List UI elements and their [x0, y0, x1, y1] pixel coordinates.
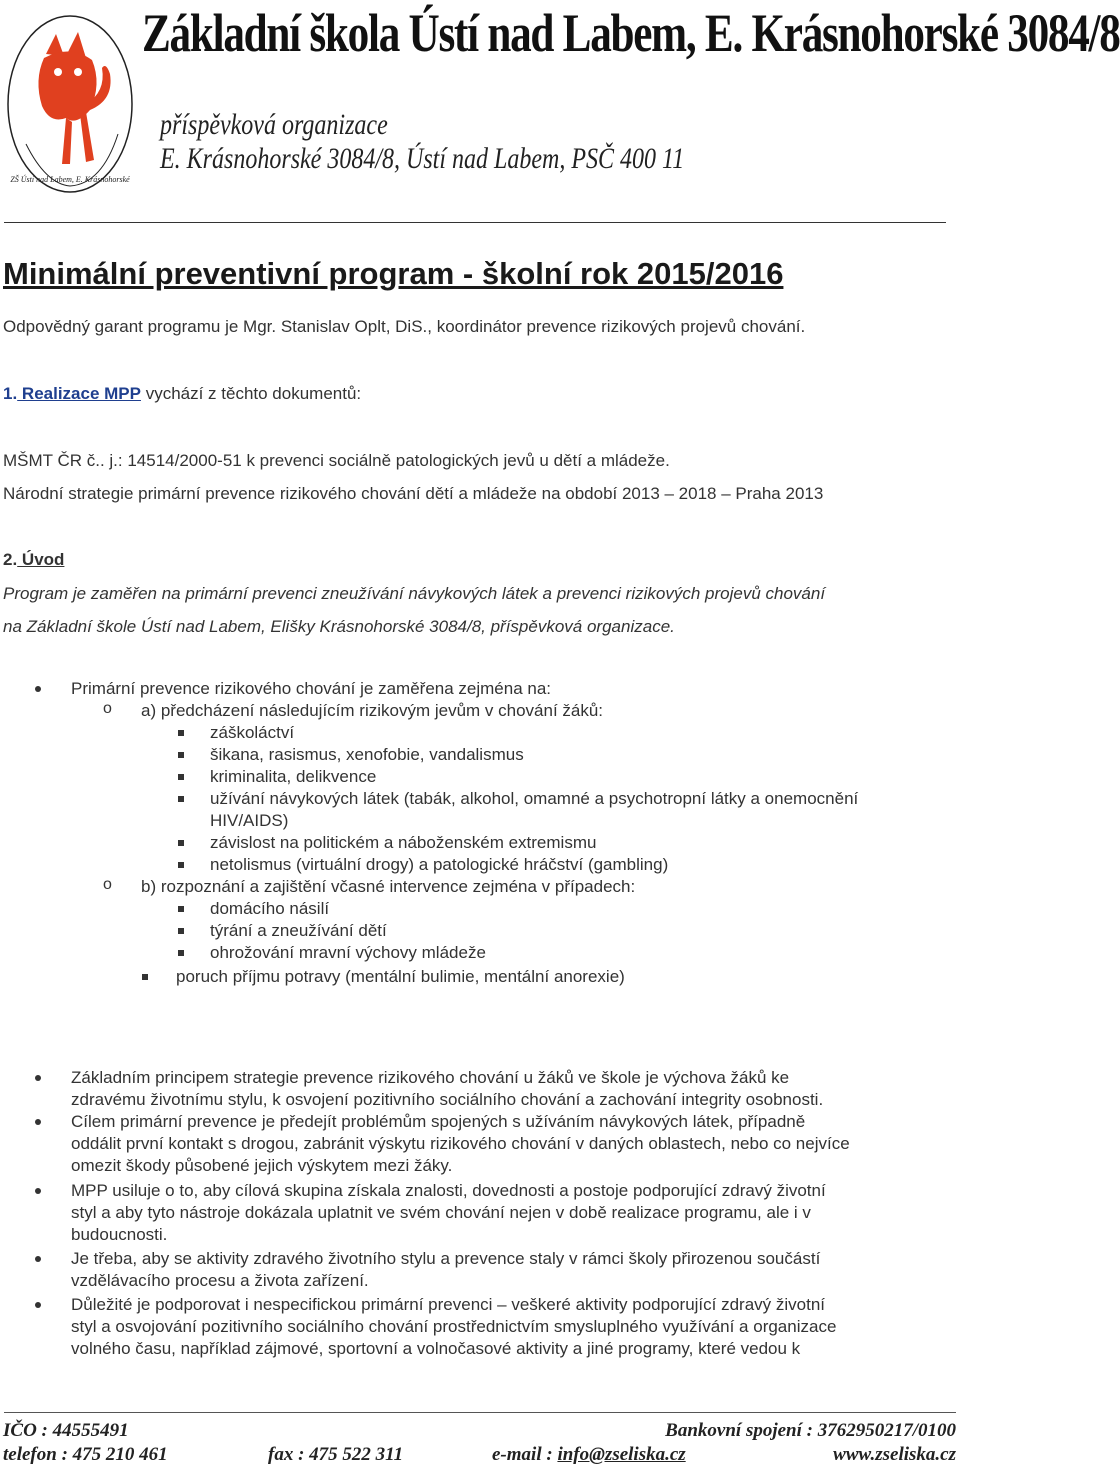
square-bullet-icon	[142, 974, 148, 980]
focus-lead: Primární prevence rizikového chování je zaměřena zejména na:	[71, 679, 552, 698]
focus-a-item: závislost na politickém a náboženském extremismu	[210, 833, 597, 852]
section2-heading	[3, 549, 64, 571]
intro-line-2: na Základní škole Ústí nad Labem, Elišky Krásnohorské 3084/8, příspěvková organizace.	[3, 617, 675, 636]
square-bullet-icon	[178, 730, 184, 736]
intro-line-1: Program je zaměřen na primární prevenci zneužívání návykových látek a prevenci rizikových projevů chování	[3, 584, 826, 603]
section1-heading	[3, 383, 361, 405]
focus-b-item: domácího násilí	[210, 899, 330, 918]
guarantor-text: Odpovědný garant programu je Mgr. Stanislav Oplt, DiS., koordinátor prevence rizikových projevů chování.	[3, 317, 806, 336]
focus-a-label: a) předcházení následujícím rizikovým jevům v chování žáků:	[141, 701, 604, 720]
school-logo	[6, 14, 134, 194]
school-name: Základní škola Ústí nad Labem, E. Krásnohorské 3084/8	[142, 3, 1120, 63]
square-bullet-icon	[178, 862, 184, 868]
focus-a-item: záškoláctví	[210, 723, 295, 742]
section1-title-rest: vychází z těchto dokumentů:	[140, 384, 362, 403]
focus-a-item: kriminalita, delikvence	[210, 767, 377, 786]
footer-ico: IČO : 44555491	[3, 1420, 129, 1441]
focus-a-item: užívání návykových látek (tabák, alkohol, omamné a psychotropní látky a onemocnění	[210, 789, 859, 808]
principle-item: Základním principem strategie prevence rizikového chování u žáků ve škole je výchova žáků ke zdravému životnímu stylu, k osvojení pozitivního sociálního chování a zachování integrity osobnosti.	[71, 1068, 824, 1109]
square-bullet-icon	[178, 840, 184, 846]
bullet-icon	[35, 1302, 41, 1308]
footer-bank: Bankovní spojení : 3762950217/0100	[665, 1420, 956, 1441]
focus-extra-item: poruch příjmu potravy (mentální bulimie, mentální anorexie)	[176, 967, 625, 986]
focus-b-label: b) rozpoznání a zajištění včasné intervence zejména v případech:	[141, 877, 636, 896]
header-divider	[4, 222, 946, 223]
circle-bullet-icon: o	[103, 876, 112, 893]
section1-number: 1.	[3, 384, 18, 403]
principle-item: Cílem primární prevence je předejít problémům spojených s užíváním návykových látek, případně oddálit první kontakt s drogou, zabránit výskytu rizikového chování v daných oblastech, nebo co nejvíce omezit škody působené jejich výskytem mezi žáky.	[71, 1112, 850, 1175]
bullet-icon	[35, 1256, 41, 1262]
footer-email-label: e-mail :	[492, 1444, 558, 1465]
square-bullet-icon	[178, 752, 184, 758]
square-bullet-icon	[178, 774, 184, 780]
focus-b-item: ohrožování mravní výchovy mládeže	[210, 943, 486, 962]
footer-email-row	[492, 1444, 686, 1466]
footer-phone: telefon : 475 210 461	[3, 1444, 168, 1465]
section1-title: Realizace MPP	[17, 384, 141, 403]
school-address: E. Krásnohorské 3084/8, Ústí nad Labem, PSČ 400 11	[160, 142, 685, 175]
focus-a-item-continued: HIV/AIDS)	[210, 811, 289, 830]
principle-item: Důležité je podporovat i nespecifickou primární prevenci – veškeré aktivity podporující zdravý životní styl a osvojování pozitivního sociálního chování prostřednictvím smysluplného využívání a organizace volného času, například zájmové, sportovní a volnočasové aktivity a jiné programy, které vedou k	[71, 1295, 837, 1358]
section2-title: Úvod	[17, 550, 65, 569]
square-bullet-icon	[178, 796, 184, 802]
organization-type: příspěvková organizace	[160, 108, 388, 141]
focus-a-item: šikana, rasismus, xenofobie, vandalismus	[210, 745, 524, 764]
focus-a-item: netolismus (virtuální drogy) a patologické hráčství (gambling)	[210, 855, 669, 874]
principle-item: Je třeba, aby se aktivity zdravého životního stylu a prevence staly v rámci školy přirozenou součástí vzdělávacího procesu a života zařízení.	[71, 1249, 821, 1290]
principle-item: MPP usiluje o to, aby cílová skupina získala znalosti, dovednosti a postoje podporující zdravý životní styl a aby tyto nástroje dokázala uplatnit ve svém chování nejen v době realizace programu, ale i v budoucnosti.	[71, 1181, 826, 1244]
footer-website[interactable]: www.zseliska.cz	[833, 1444, 956, 1465]
footer-divider	[4, 1412, 956, 1413]
document-title: Minimální preventivní program - školní rok 2015/2016	[3, 256, 784, 291]
source-doc-1: MŠMT ČR č.. j.: 14514/2000-51 k prevenci sociálně patologických jevů u dětí a mládeže.	[3, 451, 670, 470]
bullet-icon	[35, 1119, 41, 1125]
footer-fax: fax : 475 522 311	[268, 1444, 404, 1465]
square-bullet-icon	[178, 950, 184, 956]
bullet-icon	[35, 686, 41, 692]
square-bullet-icon	[178, 928, 184, 934]
bullet-icon	[35, 1188, 41, 1194]
logo-text: ZŠ Ústí nad Labem, E. Krásnohorské	[10, 175, 130, 184]
square-bullet-icon	[178, 906, 184, 912]
circle-bullet-icon: o	[103, 700, 112, 717]
footer-email-link[interactable]: info@zseliska.cz	[557, 1444, 686, 1465]
bullet-icon	[35, 1075, 41, 1081]
focus-b-item: týrání a zneužívání dětí	[210, 921, 387, 940]
section2-number: 2.	[3, 550, 18, 569]
source-doc-2: Národní strategie primární prevence rizikového chování dětí a mládeže na období 2013 – 2018 – Praha 2013	[3, 484, 824, 503]
